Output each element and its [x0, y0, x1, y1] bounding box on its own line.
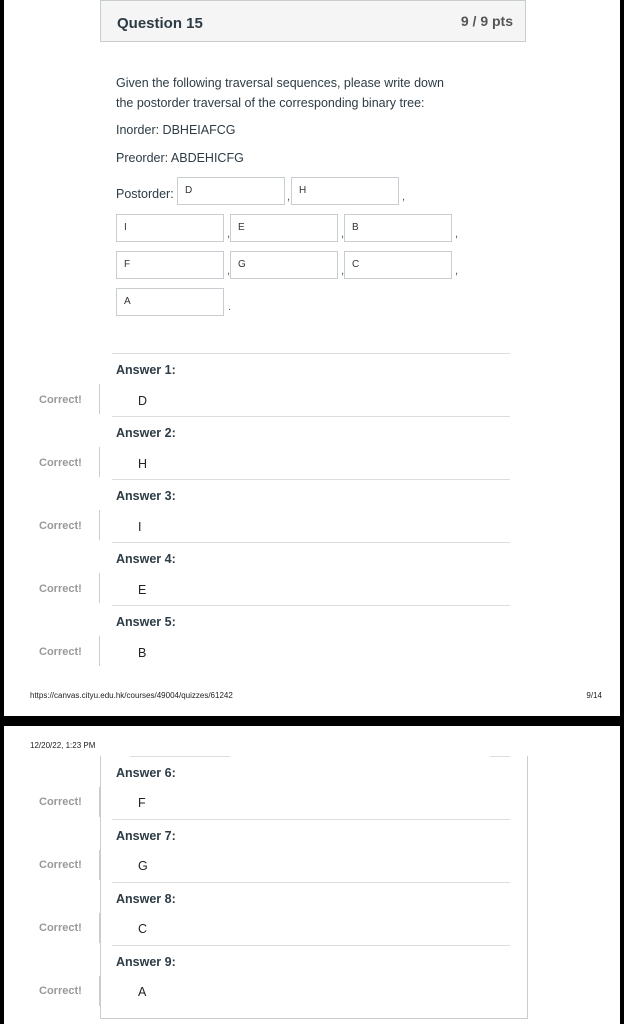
answer-bar — [99, 384, 100, 414]
answer-label-3: Answer 3: — [116, 489, 176, 503]
answer-label-5: Answer 5: — [116, 615, 176, 629]
answer-input-2[interactable]: H — [291, 177, 399, 205]
answer-input-6[interactable]: F — [116, 251, 224, 279]
answer-label-1: Answer 1: — [116, 363, 176, 377]
header-date: 12/20/22, 1:23 PM — [30, 741, 96, 750]
answer-label-8: Answer 8: — [116, 892, 176, 906]
correct-status-8: Correct! — [39, 922, 82, 934]
answer-bar — [99, 636, 100, 666]
divider — [490, 756, 510, 757]
correct-status-3: Correct! — [39, 520, 82, 532]
answer-bar — [99, 787, 100, 817]
inorder-text: Inorder: DBHEIAFCG — [116, 123, 236, 137]
footer-url: https://canvas.cityu.edu.hk/courses/49004/quizzes/61242 — [30, 691, 233, 700]
divider — [130, 756, 230, 757]
separator-comma: , — [455, 265, 459, 277]
answer-input-9[interactable]: A — [116, 288, 224, 316]
divider — [112, 353, 510, 354]
answer-input-3[interactable]: I — [116, 214, 224, 242]
separator-comma: , — [341, 228, 345, 240]
question-prompt-line2: the postorder traversal of the corresponding binary tree: — [116, 96, 425, 110]
answer-label-4: Answer 4: — [116, 552, 176, 566]
answer-input-4[interactable]: E — [230, 214, 338, 242]
answer-input-1[interactable]: D — [177, 177, 285, 205]
separator-comma: , — [402, 191, 406, 203]
answer-bar — [99, 573, 100, 603]
divider — [112, 542, 510, 543]
preorder-text: Preorder: ABDEHICFG — [116, 151, 244, 165]
divider — [112, 479, 510, 480]
answer-value-9: A — [138, 985, 147, 999]
correct-status-2: Correct! — [39, 457, 82, 469]
separator-period: . — [228, 301, 232, 313]
answer-label-2: Answer 2: — [116, 426, 176, 440]
correct-status-9: Correct! — [39, 985, 82, 997]
question-box-continued — [100, 756, 528, 1019]
correct-status-1: Correct! — [39, 394, 82, 406]
answer-input-5[interactable]: B — [344, 214, 452, 242]
footer-page-number: 9/14 — [586, 691, 602, 700]
divider — [112, 605, 510, 606]
answer-label-9: Answer 9: — [116, 955, 176, 969]
answer-bar — [99, 850, 100, 880]
correct-status-4: Correct! — [39, 583, 82, 595]
divider — [112, 416, 510, 417]
question-points: 9 / 9 pts — [460, 13, 513, 29]
answer-bar — [99, 976, 100, 1006]
answer-label-6: Answer 6: — [116, 766, 176, 780]
question-header — [100, 0, 526, 42]
separator-comma: , — [455, 228, 459, 240]
answer-bar — [99, 913, 100, 943]
answer-value-1: D — [138, 394, 148, 408]
question-prompt-line1: Given the following traversal sequences, please write down — [116, 76, 444, 90]
answer-input-8[interactable]: C — [344, 251, 452, 279]
answer-value-4: E — [138, 583, 147, 597]
answer-bar — [99, 447, 100, 477]
divider — [112, 882, 510, 883]
question-title: Question 15 — [117, 15, 203, 32]
separator-comma: , — [227, 265, 231, 277]
answer-value-8: C — [138, 922, 148, 936]
separator-comma: , — [227, 228, 231, 240]
answer-value-6: F — [138, 796, 146, 810]
divider — [112, 819, 510, 820]
answer-value-2: H — [138, 457, 148, 471]
correct-status-5: Correct! — [39, 646, 82, 658]
answer-bar — [99, 510, 100, 540]
postorder-label: Postorder: — [116, 187, 174, 201]
correct-status-7: Correct! — [39, 859, 82, 871]
correct-status-6: Correct! — [39, 796, 82, 808]
separator-comma: , — [287, 191, 291, 203]
answer-value-7: G — [138, 859, 148, 873]
answer-label-7: Answer 7: — [116, 829, 176, 843]
answer-input-7[interactable]: G — [230, 251, 338, 279]
answer-value-5: B — [138, 646, 147, 660]
answer-value-3: I — [138, 520, 142, 534]
separator-comma: , — [341, 265, 345, 277]
divider — [112, 945, 510, 946]
